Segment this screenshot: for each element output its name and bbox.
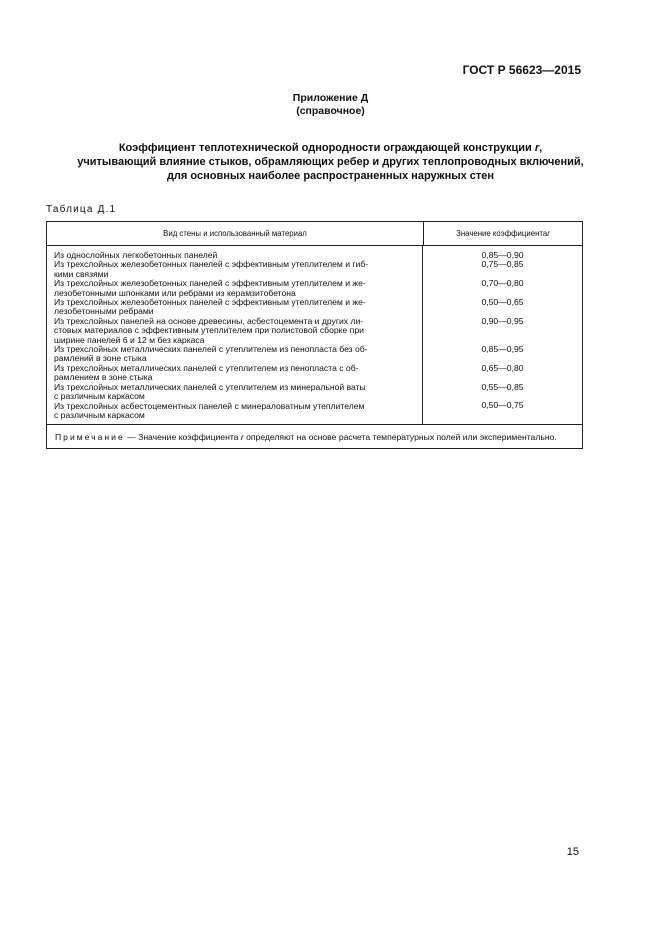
wall-type-line: Из трехслойных металлических панелей с утеплителем из пенопласта с об- xyxy=(54,362,359,373)
wall-type-line: Из трехслойных металлических панелей с утеплителем из пенопласта без об- xyxy=(54,344,368,355)
note-keyword: Примечание xyxy=(55,432,125,443)
title-line-2: учитывающий влияние стыков, обрамляющих ребер и других теплопроводных включений, xyxy=(77,156,584,168)
appendix-subtitle: (справочное) xyxy=(296,105,365,117)
table-header-row xyxy=(47,222,582,246)
wall-type-line: стовых материалов с эффективным утеплителем при полистовой сборке при xyxy=(54,325,364,336)
title-line-3: для основных наиболее распространенных наружных стен xyxy=(166,170,495,182)
table-row-coefficient-value: 0,85—0,90 xyxy=(481,250,524,260)
table-row-coefficient-value: 0,90—0,95 xyxy=(481,315,524,326)
wall-type-line: рамлением в зоне стыка xyxy=(54,372,153,383)
table-row-coefficient-value: 0,75—0,85 xyxy=(481,259,524,270)
table-label: Таблица Д.1 xyxy=(46,204,117,215)
table-row-coefficient-value: 0,65—0,80 xyxy=(481,362,524,373)
wall-type-line: рамлений в зоне стыка xyxy=(54,353,147,364)
table-row-wall-type xyxy=(54,298,418,317)
table-row-wall-type xyxy=(54,317,418,345)
wall-type-line: Из трехслойных металлических панелей с утеплителем из минеральной ваты xyxy=(54,381,366,392)
table-row-coefficient-value: 0,50—0,65 xyxy=(481,296,524,307)
wall-type-line: Из трехслойных железобетонных панелей с эффективным утеплителем и же- xyxy=(54,297,366,308)
header-wall-type: Вид стены и использованный материал xyxy=(47,222,424,245)
wall-type-line: Из однослойных легкобетонных панелей xyxy=(54,250,218,260)
page-number: 15 xyxy=(566,846,579,858)
coefficient-value-column xyxy=(423,246,582,424)
table-row-coefficient-value: 0,85—0,95 xyxy=(481,343,524,354)
wall-type-line: Из трехслойных железобетонных панелей с эффективным утеплителем и же- xyxy=(54,278,366,289)
document-code: ГОСТ Р 56623—2015 xyxy=(462,63,581,77)
table-row-wall-type xyxy=(54,364,418,383)
wall-type-column xyxy=(47,246,423,424)
table-row-wall-type xyxy=(54,402,418,421)
table-note: Примечание — Значение коэффициента r определяют на основе расчета температурных полей или экспериментально. xyxy=(55,432,557,443)
header-coefficient-value: Значение коэффициента r xyxy=(456,229,550,238)
wall-type-line: кими связями xyxy=(54,268,109,279)
table-row-coefficient-value: 0,50—0,75 xyxy=(481,400,524,411)
table-row-coefficient-value: 0,55—0,85 xyxy=(481,381,524,392)
appendix-heading xyxy=(0,92,661,118)
wall-type-line: лезобетонными ребрами xyxy=(54,306,154,317)
coefficient-symbol: r xyxy=(534,142,540,154)
wall-type-line: ширине панелей 6 и 12 м без каркаса xyxy=(54,334,205,345)
wall-type-line: Из трехслойных асбестоцементных панелей с минераловатным утеплителем xyxy=(54,400,365,411)
wall-type-line: с различным каркасом xyxy=(54,409,145,420)
table-row-wall-type xyxy=(54,279,418,298)
table-row-wall-type xyxy=(54,383,418,402)
title-line-1: Коэффициент теплотехнической однородности ограждающей конструкции r, xyxy=(118,142,543,154)
appendix-title: Приложение Д xyxy=(292,92,369,104)
table-row-wall-type xyxy=(54,345,418,364)
table-body xyxy=(47,246,582,425)
document-title xyxy=(40,141,621,183)
table-row-wall-type xyxy=(54,260,418,279)
coefficient-table xyxy=(46,221,583,449)
wall-type-line: с различным каркасом xyxy=(54,391,145,402)
wall-type-line: Из трехслойных железобетонных панелей с эффективным утеплителем и гиб- xyxy=(54,259,369,270)
wall-type-line: лезобетонными шпонками или ребрами из керамзитобетона xyxy=(54,287,296,298)
table-row-coefficient-value: 0,70—0,80 xyxy=(481,278,524,289)
wall-type-line: Из трехслойных панелей на основе древесины, асбестоцемента и других ли- xyxy=(54,315,364,326)
